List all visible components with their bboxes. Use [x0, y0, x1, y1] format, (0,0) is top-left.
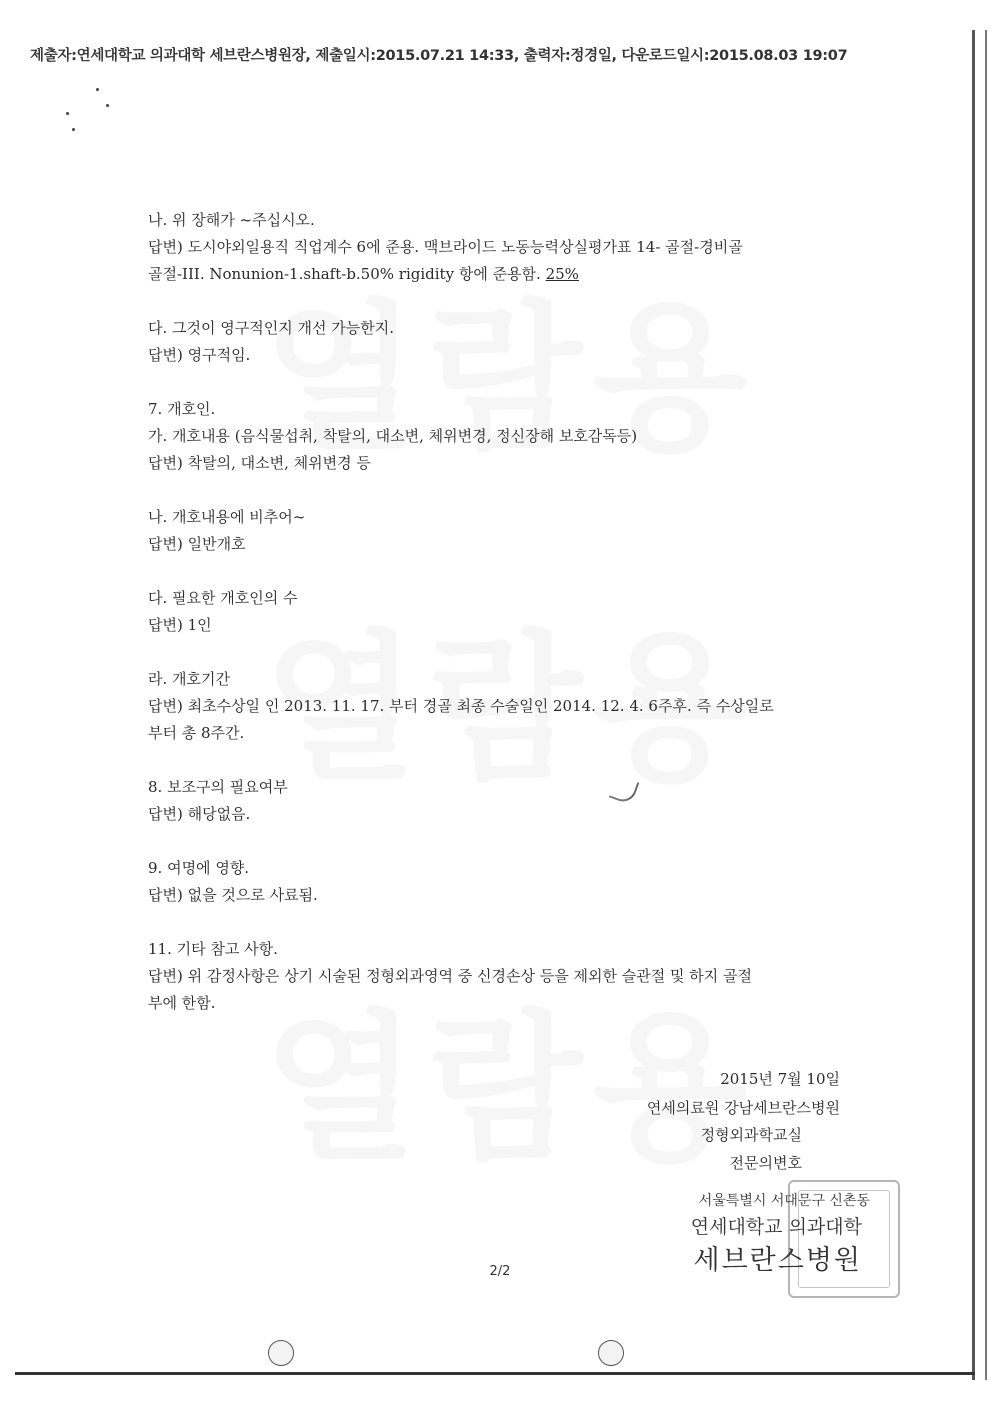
section-question: 나. 개호내용에 비추어~: [148, 508, 306, 526]
seal-university: 연세대학교 의과대학: [690, 1216, 862, 1238]
page-number: 2/2: [489, 1264, 511, 1279]
disability-rate: 25%: [545, 265, 579, 283]
section-answer: 답변) 도시야외일용직 직업계수 6에 준용. 맥브라이드 노동능력상실평가표 14- 골절-경비골: [148, 238, 743, 256]
scan-edge-line: [972, 30, 975, 1380]
punch-hole: [598, 1340, 624, 1366]
signature-date: 2015년 7월 10일: [720, 1070, 840, 1088]
section-question: 8. 보조구의 필요여부: [148, 778, 288, 796]
submission-header: 제출자:연세대학교 의과대학 세브란스병원장, 제출일시:2015.07.21 14:33, 출력자:정경일, 다운로드일시:2015.08.03 19:07: [30, 48, 848, 64]
section-answer: 부에 한함.: [148, 994, 216, 1012]
punch-hole: [268, 1340, 294, 1366]
section-answer: 답변) 영구적임.: [148, 346, 251, 364]
section-answer: 답변) 위 감정사항은 상기 시술된 정형외과영역 중 신경손상 등을 제외한 슬관절 및 하지 골절: [148, 967, 752, 985]
scan-speck: [96, 88, 99, 91]
seal-hospital: 세브란스병원: [693, 1245, 862, 1276]
section-answer: 답변) 최초수상일 인 2013. 11. 17. 부터 경골 최종 수술일인 2014. 12. 4. 6주후. 즉 수상일로: [148, 697, 774, 715]
report-body: [148, 207, 848, 1017]
section-question: 다. 그것이 영구적인지 개선 가능한지.: [148, 319, 394, 337]
signature-department: 정형외과학교실: [700, 1126, 802, 1144]
seal-address: 서울특별시 서대문구 신촌동: [698, 1193, 870, 1209]
signature-role: 전문의변호: [729, 1154, 802, 1172]
section-question: 라. 개호기간: [148, 670, 230, 688]
section-question: 7. 개호인.: [148, 400, 216, 418]
section-question: 다. 필요한 개호인의 수: [148, 589, 298, 607]
section-answer: 답변) 해당없음.: [148, 805, 251, 823]
section-question: 9. 여명에 영향.: [148, 859, 250, 877]
section-subquestion: 가. 개호내용 (음식물섭취, 착탈의, 대소변, 체위변경, 정신장해 보호감독등): [148, 427, 638, 445]
section-answer: 부터 총 8주간.: [148, 724, 245, 742]
signature-institution: 연세의료원 강남세브란스병원: [646, 1099, 840, 1117]
scan-speck: [106, 104, 109, 107]
section-answer: 답변) 일반개호: [148, 535, 246, 553]
section-answer: 답변) 착탈의, 대소변, 체위변경 등: [148, 454, 371, 472]
section-answer: 답변) 없을 것으로 사료됨.: [148, 886, 318, 904]
section-question: 11. 기타 참고 사항.: [148, 940, 278, 958]
section-answer: [148, 261, 848, 288]
bottom-rule: [15, 1372, 975, 1375]
section-answer: 답변) 1인: [148, 616, 212, 634]
scan-speck: [66, 112, 69, 115]
scan-speck: [72, 128, 75, 131]
scan-edge-line-2: [985, 30, 987, 1380]
answer-text: 골절-III. Nonunion-1.shaft-b.50% rigidity 항에 준용함.: [148, 265, 546, 283]
section-question: 나. 위 장해가 ~주십시오.: [148, 211, 315, 229]
